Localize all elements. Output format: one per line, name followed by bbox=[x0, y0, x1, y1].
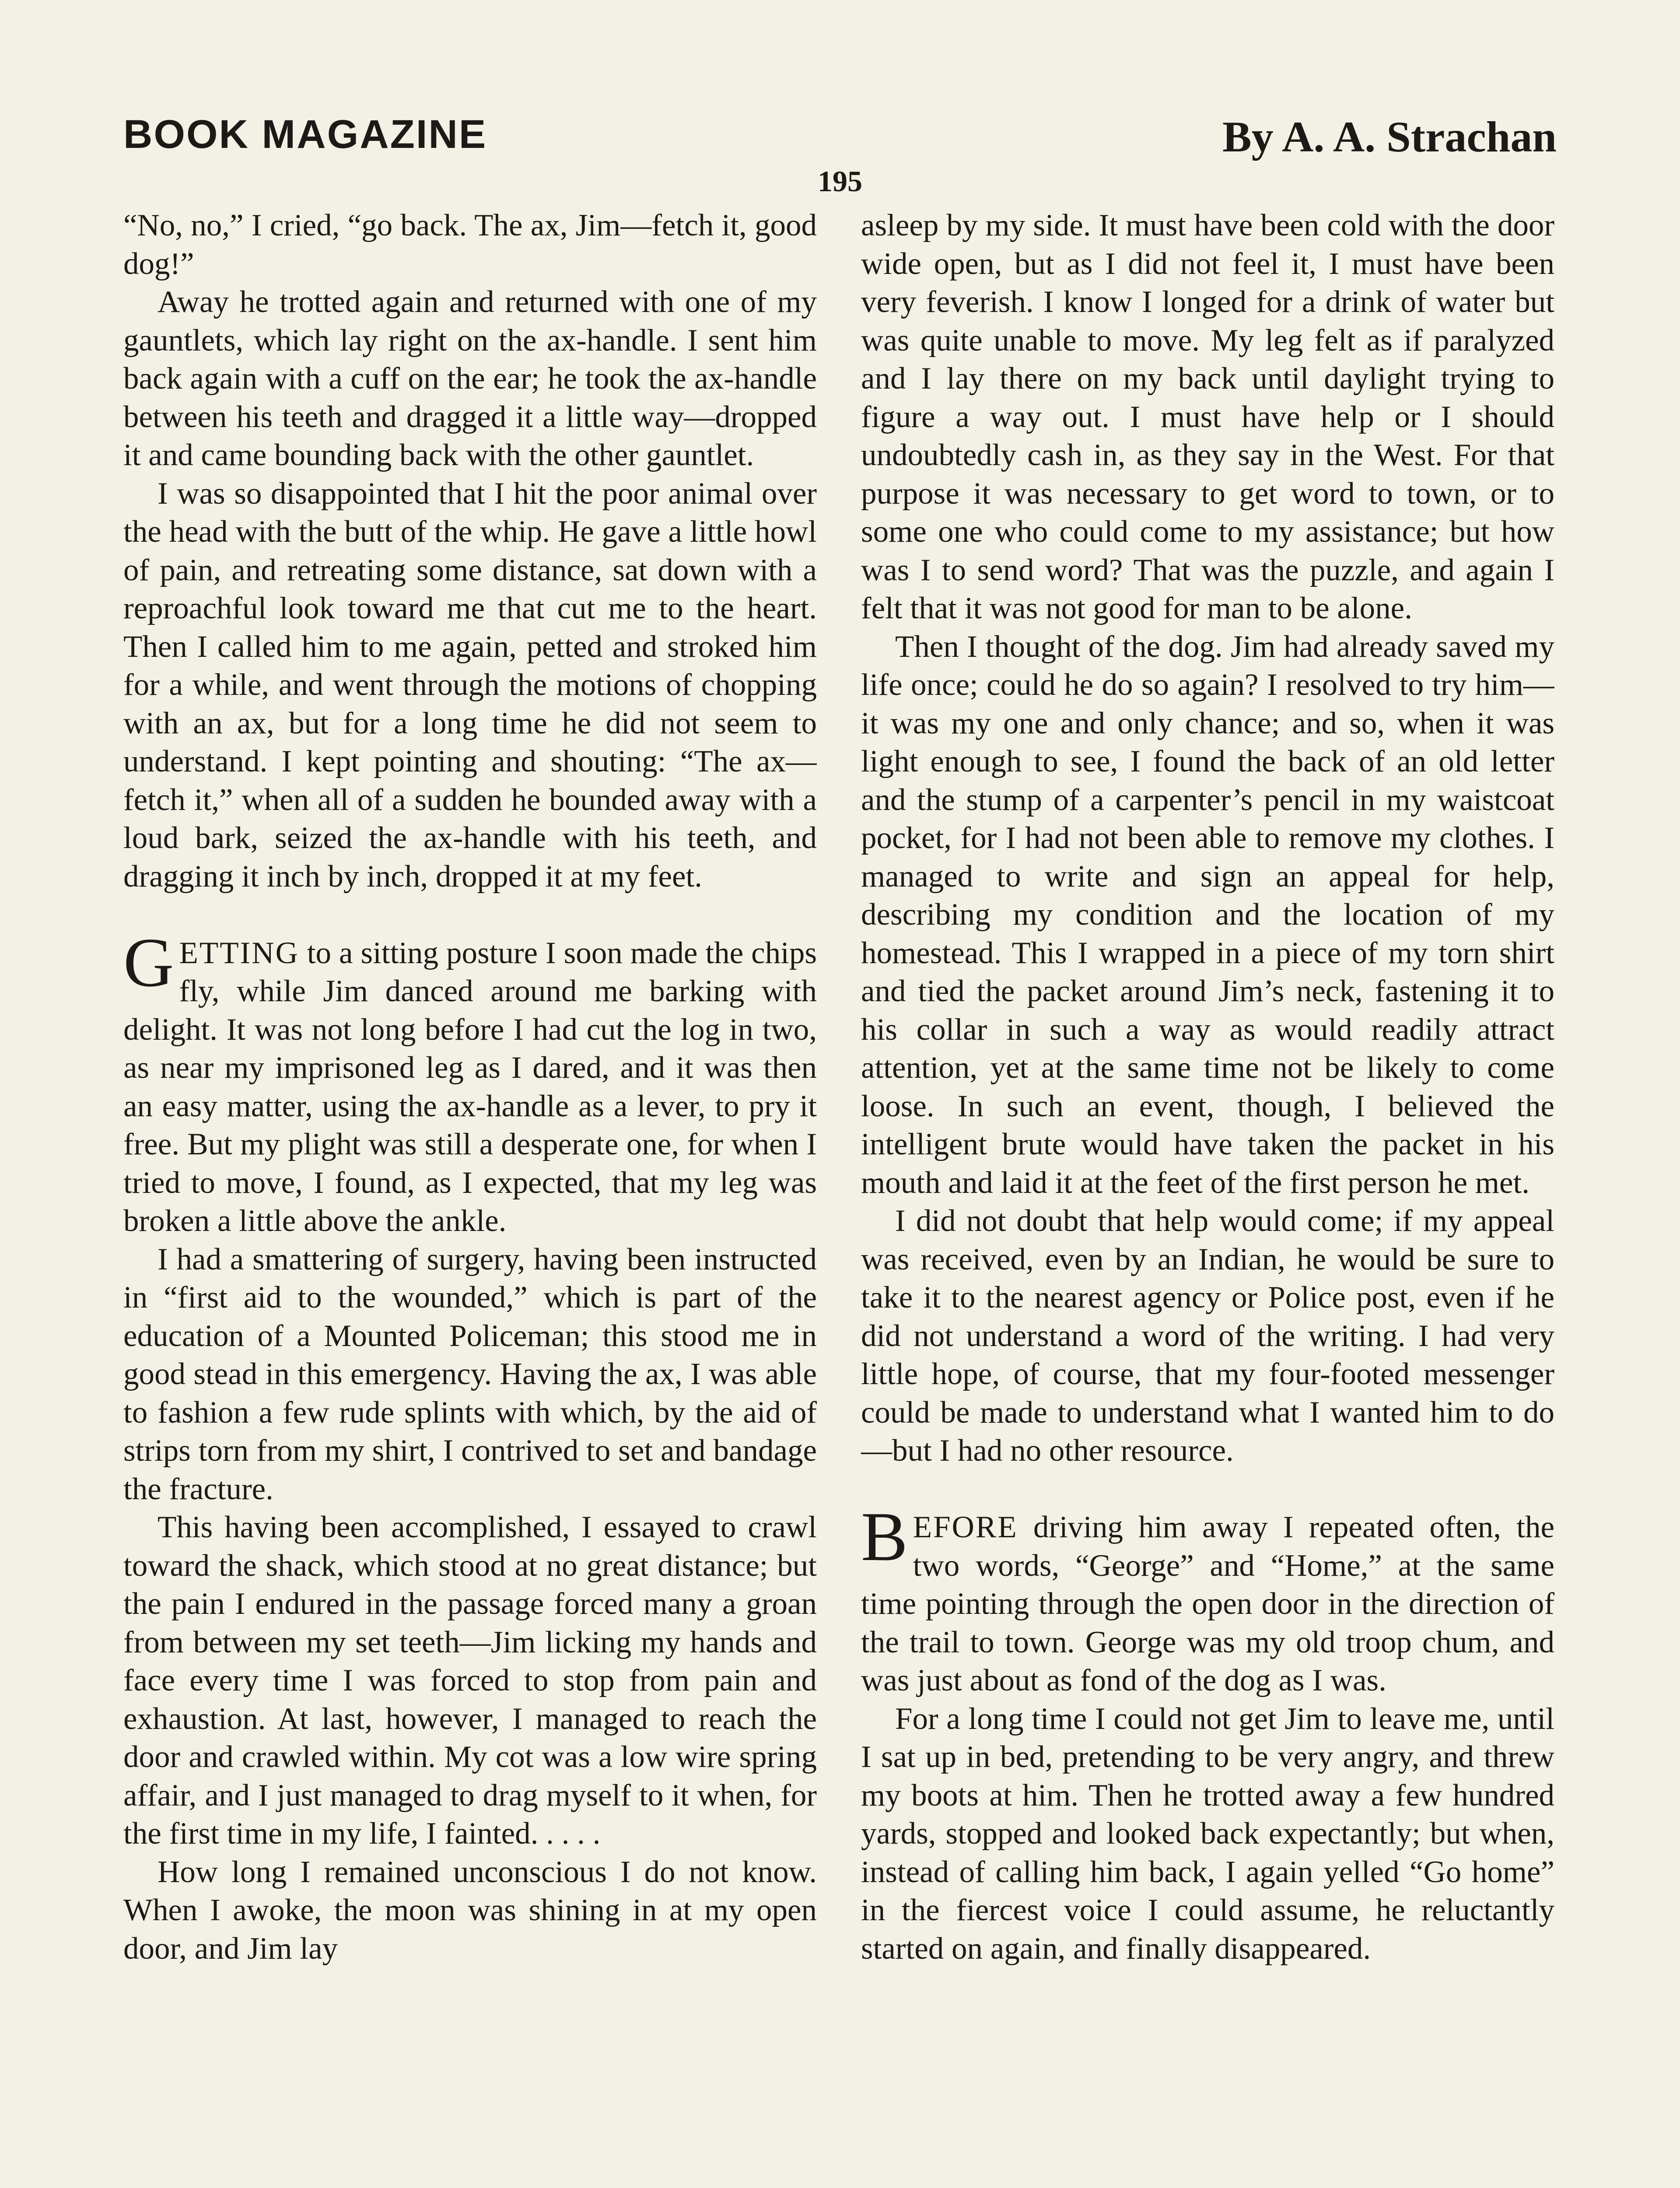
paragraph: “No, no,” I cried, “go back. The ax, Jim—fetch it, good dog!” bbox=[123, 208, 817, 281]
drop-cap-letter: B bbox=[861, 1497, 908, 1575]
section-paragraph bbox=[123, 923, 817, 1241]
paragraph: Away he trotted again and returned with one of my gauntlets, which lay right on the ax-handle. I sent him back again with a cuff on the ear; he took the ax-handle between his teeth and dragged it a little way—dropped it and came bounding back with the other gauntlet. bbox=[123, 285, 817, 472]
running-header-byline: By A. A. Strachan bbox=[1222, 112, 1557, 161]
paragraph: asleep by my side. It must have been cold with the door wide open, but as I did not feel it, I must have been very feverish. I know I longed for a drink of water but was quite unable to move. My leg felt as if paralyzed and I lay there on my back until daylight trying to figure a way out. I must have help or I should undoubtedly cash in, as they say in the West. For that purpose it was necessary to get word to town, or to some one who could come to my assistance; but how was I to send word? That was the puzzle, and again I felt that it was not good for man to be alone. bbox=[861, 208, 1554, 625]
paragraph: How long I remained unconscious I do not know. When I awoke, the moon was shining in at my open door, and Jim lay bbox=[123, 1855, 817, 1966]
paragraph: For a long time I could not get Jim to leave me, until I sat up in bed, pretending to be very angry, and threw my boots at him. Then he trotted away a few hundred yards, stopped and looked back expectantly; but when, instead of calling him back, I again yelled “Go home” in the fiercest voice I could assume, he reluctantly started on again, and finally disappeared. bbox=[861, 1701, 1554, 1966]
page-number: 195 bbox=[818, 165, 862, 198]
drop-cap-letter: G bbox=[123, 923, 174, 1001]
small-caps-lead: EFORE bbox=[913, 1510, 1018, 1544]
paragraph-text: to a sitting posture I soon made the chips fly, while Jim danced around me barking with delight. It was not long before I had cut the log in two, as near my imprisoned leg as I dared, and it was then an easy matter, using the ax-handle as a lever, to pry it free. But my plight was still a desperate one, for when I tried to move, I found, as I expected, that my leg was broken a little above the ankle. bbox=[123, 936, 817, 1238]
right-column bbox=[861, 207, 1554, 2188]
section-paragraph bbox=[861, 1497, 1554, 1700]
paragraph: I had a smattering of surgery, having been instructed in “first aid to the wounded,” which is part of the education of a Mounted Policeman; this stood me in good stead in this emergency. Having the ax, I was able to fashion a few rude splints with which, by the aid of strips torn from my shirt, I contrived to set and bandage the fracture. bbox=[123, 1242, 817, 1506]
paragraph: I was so disappointed that I hit the poor animal over the head with the butt of the whip. He gave a little howl of pain, and retreating some distance, sat down with a reproachful look toward me that cut me to the heart. Then I called him to me again, petted and stroked him for a while, and went through the motions of chopping with an ax, but for a long time he did not seem to understand. I kept pointing and shouting: “The ax—fetch it,” when all of a sudden he bounded away with a loud bark, seized the ax-handle with his teeth, and dragging it inch by inch, dropped it at my feet. bbox=[123, 476, 817, 894]
paragraph: This having been accomplished, I essayed to crawl toward the shack, which stood at no great distance; but the pain I endured in the passage forced many a groan from between my set teeth—Jim licking my hands and face every time I was forced to stop from pain and exhaustion. At last, however, I managed to reach the door and crawled within. My cot was a low wire spring affair, and I just managed to drag myself to it when, for the first time in my life, I fainted. . . . . bbox=[123, 1510, 817, 1851]
paragraph: Then I thought of the dog. Jim had already saved my life once; could he do so again? I resolved to try him—it was my one and only chance; and so, when it was light enough to see, I found the back of an old letter and the stump of a carpenter’s pencil in my waistcoat pocket, for I had not been able to remove my clothes. I managed to write and sign an appeal for help, describing my condition and the location of my homestead. This I wrapped in a piece of my torn shirt and tied the packet around Jim’s neck, fastening it to his collar in such a way as would readily attract attention, yet at the same time not be likely to come loose. In such an event, though, I believed the intelligent brute would have taken the packet in his mouth and laid it at the feet of the first person he met. bbox=[861, 629, 1554, 1200]
paragraph-text: driving him away I repeated often, the two words, “George” and “Home,” at the same time pointing through the open door in the direction of the trail to town. George was my old troop chum, and was just about as fond of the dog as I was. bbox=[861, 1510, 1554, 1697]
paragraph: I did not doubt that help would come; if my appeal was received, even by an Indian, he would be sure to take it to the nearest agency or Police post, even if he did not understand a word of the writing. I had very little hope, of course, that my four-footed messenger could be made to understand what I wanted him to do—but I had no other resource. bbox=[861, 1204, 1554, 1468]
small-caps-lead: ETTING bbox=[179, 936, 299, 970]
left-column bbox=[123, 207, 817, 2188]
running-header-magazine: BOOK MAGAZINE bbox=[123, 112, 487, 157]
